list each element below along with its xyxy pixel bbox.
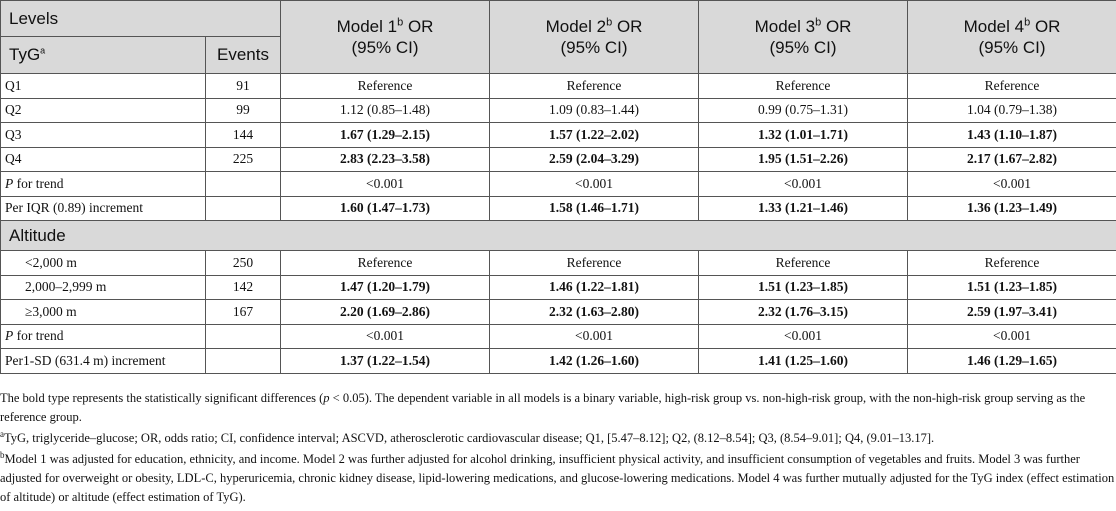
model-4-cell: 2.59 (1.97–3.41)	[908, 300, 1116, 325]
model-4-cell: <0.001	[908, 172, 1116, 197]
altitude-section	[1, 251, 1116, 374]
altitude-section-title: Altitude	[1, 221, 1116, 251]
model-3-cell: 1.33 (1.21–1.46)	[699, 196, 908, 221]
model-4-cell: 1.46 (1.29–1.65)	[908, 349, 1116, 374]
row-label: P for trend	[1, 172, 206, 197]
model-4-cell: Reference	[908, 251, 1116, 276]
model-2-cell: Reference	[490, 251, 699, 276]
row-label: P for trend	[1, 324, 206, 349]
events-cell: 99	[206, 98, 281, 123]
model-1-cell: 2.20 (1.69–2.86)	[281, 300, 490, 325]
model-2-cell: 1.57 (1.22–2.02)	[490, 123, 699, 148]
model-2-cell: 1.09 (0.83–1.44)	[490, 98, 699, 123]
table-row	[1, 324, 1116, 349]
model-3-cell: 1.32 (1.01–1.71)	[699, 123, 908, 148]
model-1-cell: Reference	[281, 251, 490, 276]
model-3-cell: 1.95 (1.51–2.26)	[699, 147, 908, 172]
model-4-cell: Reference	[908, 74, 1116, 99]
events-cell: 142	[206, 275, 281, 300]
model-3-cell: Reference	[699, 251, 908, 276]
model-1-cell: 1.37 (1.22–1.54)	[281, 349, 490, 374]
model-1-header: Model 1$^b$ OR (95% CI)	[281, 1, 490, 74]
model-2-cell: Reference	[490, 74, 699, 99]
model-4-cell: 1.51 (1.23–1.85)	[908, 275, 1116, 300]
model-4-header: Model 4$^b$ OR (95% CI)	[908, 1, 1116, 74]
events-cell: 144	[206, 123, 281, 148]
table-row	[1, 98, 1116, 123]
tyg-header: TyG$^a$	[1, 37, 206, 74]
events-header: Events	[206, 37, 281, 74]
row-label: Q2	[1, 98, 206, 123]
events-cell: 225	[206, 147, 281, 172]
table-row	[1, 300, 1116, 325]
table-row	[1, 172, 1116, 197]
model-4-cell: 1.43 (1.10–1.87)	[908, 123, 1116, 148]
events-cell	[206, 172, 281, 197]
events-cell	[206, 349, 281, 374]
model-1-cell: Reference	[281, 74, 490, 99]
levels-header: Levels	[1, 1, 281, 37]
model-3-cell: <0.001	[699, 324, 908, 349]
row-label: ≥3,000 m	[1, 300, 206, 325]
model-3-cell: <0.001	[699, 172, 908, 197]
model-2-cell: <0.001	[490, 172, 699, 197]
model-1-cell: <0.001	[281, 324, 490, 349]
events-cell: 250	[206, 251, 281, 276]
model-3-cell: 1.41 (1.25–1.60)	[699, 349, 908, 374]
table-row	[1, 275, 1116, 300]
footnotes	[0, 389, 1116, 509]
table-row	[1, 147, 1116, 172]
row-label: Q4	[1, 147, 206, 172]
model-1-cell: 1.47 (1.20–1.79)	[281, 275, 490, 300]
model-3-cell: 1.51 (1.23–1.85)	[699, 275, 908, 300]
model-1-cell: 1.67 (1.29–2.15)	[281, 123, 490, 148]
model-4-cell: 2.17 (1.67–2.82)	[908, 147, 1116, 172]
row-label: 2,000–2,999 m	[1, 275, 206, 300]
row-label: Per1-SD (631.4 m) increment	[1, 349, 206, 374]
model-2-cell: 1.42 (1.26–1.60)	[490, 349, 699, 374]
table-row	[1, 349, 1116, 374]
footnote-a: $^a$TyG, triglyceride–glucose; OR, odds ratio; CI, confidence interval; ASCVD, atherosclerotic cardiovascular disease; Q1, [5.47–8.12]; Q2, (8.12–8.54]; Q3, (8.54–9.01]; Q4, (9.01–13.17].	[0, 428, 935, 445]
table-header	[1, 1, 1116, 74]
table-row	[1, 251, 1116, 276]
model-3-cell: 0.99 (0.75–1.31)	[699, 98, 908, 123]
model-2-cell: 2.32 (1.63–2.80)	[490, 300, 699, 325]
model-2-cell: 1.58 (1.46–1.71)	[490, 196, 699, 221]
table-row	[1, 123, 1116, 148]
model-1-cell: 1.12 (0.85–1.48)	[281, 98, 490, 123]
model-3-cell: Reference	[699, 74, 908, 99]
model-4-cell: 1.04 (0.79–1.38)	[908, 98, 1116, 123]
model-1-cell: 2.83 (2.23–3.58)	[281, 147, 490, 172]
footnote-bold: The bold type represents the statistically significant differences (p < 0.05). The dependent variable in all models is a binary variable, high-risk group vs. non-high-risk group, with the non-high-risk group serving as the reference group.	[0, 391, 1086, 424]
row-label: Q1	[1, 74, 206, 99]
model-4-cell: <0.001	[908, 324, 1116, 349]
events-cell: 91	[206, 74, 281, 99]
model-3-header: Model 3$^b$ OR (95% CI)	[699, 1, 908, 74]
row-label: Per IQR (0.89) increment	[1, 196, 206, 221]
table-row	[1, 196, 1116, 221]
model-4-cell: 1.36 (1.23–1.49)	[908, 196, 1116, 221]
footnote-b: $^b$Model 1 was adjusted for education, ethnicity, and income. Model 2 was further adjusted for alcohol drinking, insufficient physical activity, and insufficient consumption of vegetables and fruits. Model 3 was further adjusted for overweight or obesity, LDL-C, hyperuricemia, chronic kidney disease, lipid-lowering medications, and glucose-lowering medications. Model 4 was further mutually adjusted for the TyG index (effect estimation of altitude) or altitude (effect estimation of TyG).	[0, 449, 1115, 504]
altitude-section-header	[1, 221, 1116, 251]
model-2-cell: 2.59 (2.04–3.29)	[490, 147, 699, 172]
row-label: Q3	[1, 123, 206, 148]
table-row	[1, 74, 1116, 99]
model-1-cell: 1.60 (1.47–1.73)	[281, 196, 490, 221]
events-cell: 167	[206, 300, 281, 325]
tyg-section	[1, 74, 1116, 221]
model-2-cell: 1.46 (1.22–1.81)	[490, 275, 699, 300]
events-cell	[206, 196, 281, 221]
model-2-cell: <0.001	[490, 324, 699, 349]
row-label: <2,000 m	[1, 251, 206, 276]
model-3-cell: 2.32 (1.76–3.15)	[699, 300, 908, 325]
events-cell	[206, 324, 281, 349]
model-1-cell: <0.001	[281, 172, 490, 197]
model-2-header: Model 2$^b$ OR (95% CI)	[490, 1, 699, 74]
